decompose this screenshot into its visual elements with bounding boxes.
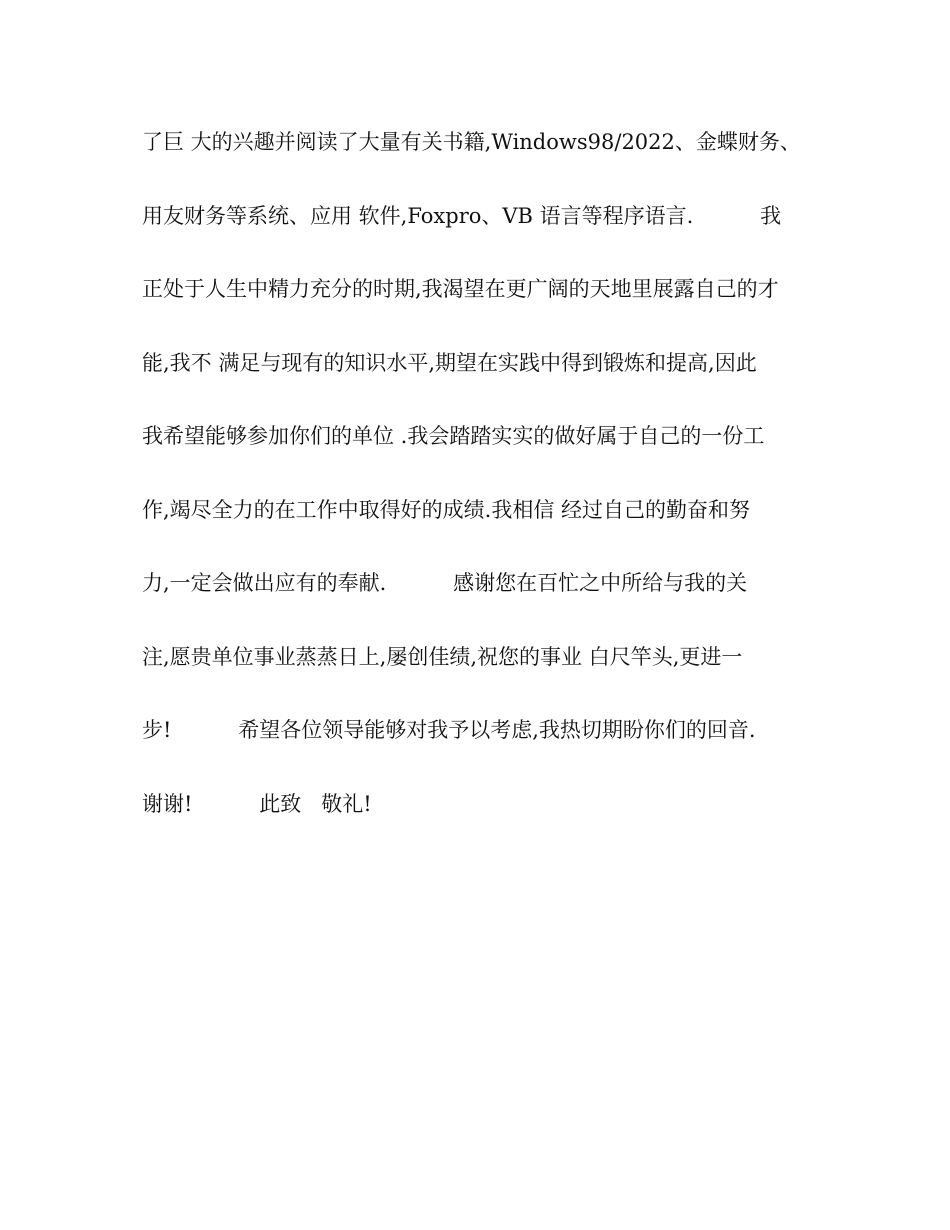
text-line: 步! 希望各位领导能够对我予以考虑,我热切期盼你们的回音. — [142, 718, 756, 742]
text-line: 正处于人生中精力充分的时期,我渴望在更广阔的天地里展露自己的才 — [142, 277, 779, 301]
text-line: 用友财务等系统、应用 软件,Foxpro、VB 语言等程序语言. 我 — [142, 203, 782, 228]
text-line: 能,我不 满足与现有的知识水平,期望在实践中得到锻炼和提高,因此 — [142, 350, 757, 375]
text-line: 注,愿贵单位事业蒸蒸日上,屡创佳绩,祝您的事业 白尺竿头,更进一 — [142, 644, 743, 669]
text-line: 了巨 大的兴趣并阅读了大量有关书籍,Windows98/2022、金蝶财务、 — [142, 130, 801, 154]
text-line: 我希望能够参加你们的单位 .我会踏踏实实的做好属于自己的一份工 — [142, 424, 765, 448]
closing-line: 谢谢! 此致 敬礼! — [142, 791, 372, 816]
letter-body — [142, 120, 812, 855]
text-line: 作,竭尽全力的在工作中取得好的成绩.我相信 经过自己的勤奋和努 — [142, 497, 751, 522]
text-line: 力,一定会做出应有的奉献. 感谢您在百忙之中所给与我的关 — [142, 571, 748, 595]
